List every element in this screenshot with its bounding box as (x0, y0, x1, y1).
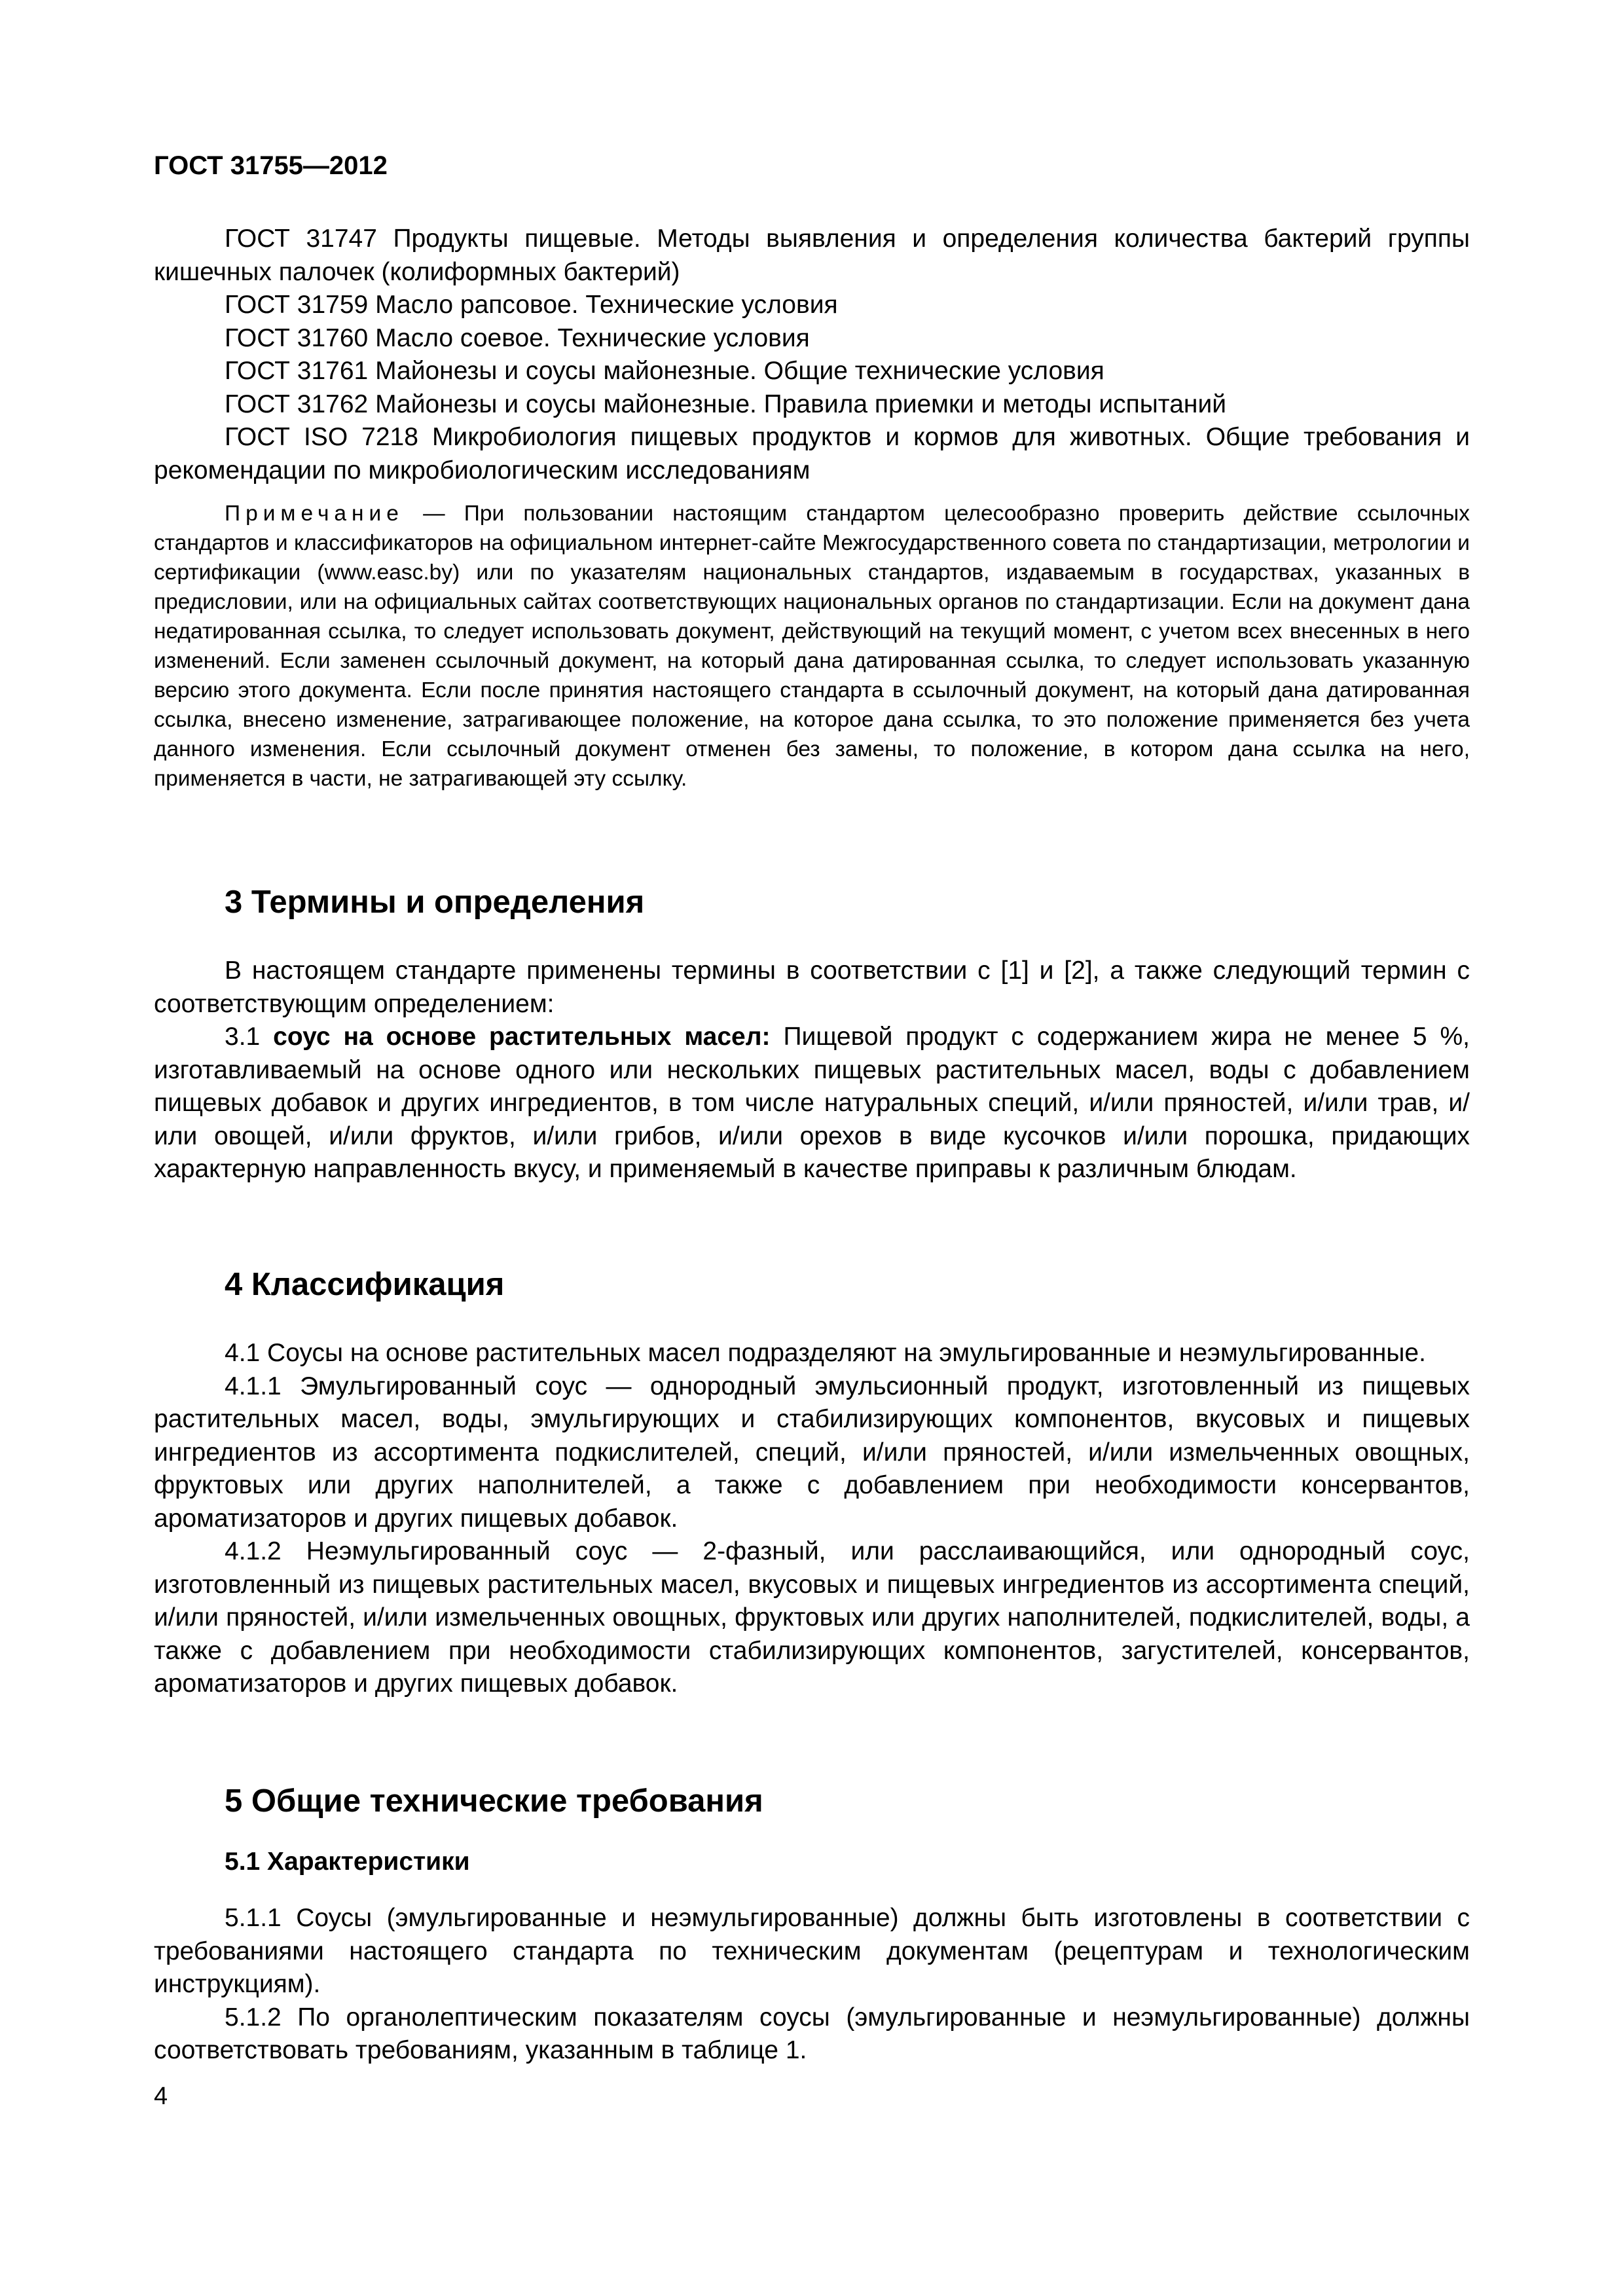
term-number: 3.1 (225, 1023, 261, 1051)
term-definition-text: Пищевой продукт с содержанием жира не менее 5 %, изготавливаемый на основе одного или нескольких пищевых растительных масел, воды с добавлением пищевых добавок и других ингредиентов, в том числе натуральных специй, и/или пряностей, и/или трав, и/или овощей, и/или фруктов, и/или грибов, и/или орехов в виде кусочков и/или порошка, придающих характерную направленность вкусу, и применяемый в качестве приправы к различным блюдам. (154, 1023, 1470, 1183)
section-3 (154, 883, 1470, 1186)
term-definition (154, 1021, 1470, 1186)
section-4-title: 4 Классификация (225, 1267, 505, 1302)
reference-item: ГОСТ 31760 Масло соевое. Технические условия (225, 323, 810, 352)
reference-item: ГОСТ 31747 Продукты пищевые. Методы выявления и определения количества бактерий группы кишечных палочек (колиформных бактерий) (154, 225, 1470, 286)
clause-5-1-2: 5.1.2 По органолептическим показателям соусы (эмульгированные и неэмульгированные) должны соответствовать требованиям, указанным в таблице 1. (154, 2003, 1470, 2064)
normative-references (154, 223, 1470, 793)
reference-item: ГОСТ 31761 Майонезы и соусы майонезные. Общие технические условия (225, 357, 1104, 385)
clause-4-1-2: 4.1.2 Неэмульгированный соус — 2-фазный, или расслаивающийся, или однородный соус, изготовленный из пищевых растительных масел, вкусовых и пищевых ингредиентов из ассортимента специй, и/или пряностей, и/или измельченных овощных, фруктовых или других наполнителей, подкислителей, воды, а также с добавлением при необходимости стабилизирующих компонентов, загустителей, консервантов, ароматизаторов и других пищевых добавок. (154, 1537, 1470, 1698)
reference-note (154, 499, 1470, 793)
clause-5-1-1: 5.1.1 Соусы (эмульгированные и неэмульгированные) должны быть изготовлены в соответствии с требованиями настоящего стандарта по техническим документам (рецептурам и технологическим инструкциям). (154, 1904, 1470, 1998)
note-text: — При пользовании настоящим стандартом целесообразно проверить действие ссылочных стандартов и классификаторов на официальном интернет-сайте Межгосударственного совета по стандартизации, метрологии и сертификации (www.easc.by) или по указателям национальных стандартов, издаваемым в государствах, указанных в предисловии, или на официальных сайтах соответствующих национальных органов по стандартизации. Если на документ дана недатированная ссылка, то следует использовать документ, действующий на текущий момент, с учетом всех внесенных в него изменений. Если заменен ссылочный документ, на который дана датированная ссылка, то следует использовать указанную версию этого документа. Если после принятия настоящего стандарта в ссылочный документ, на который дана датированная ссылка, внесено изменение, затрагивающее положение, на которое дана ссылка, то это положение применяется без учета данного изменения. Если ссылочный документ отменен без замены, то положение, в котором дана ссылка на него, применяется в части, не затрагивающей эту ссылку. (154, 501, 1470, 791)
reference-item: ГОСТ 31762 Майонезы и соусы майонезные. Правила приемки и методы испытаний (225, 390, 1227, 418)
term-name: соус на основе растительных масел: (273, 1023, 771, 1051)
document-id-header: ГОСТ 31755—2012 (154, 151, 388, 180)
section-4 (154, 1265, 1470, 1701)
section-5-title: 5 Общие технические требования (225, 1783, 763, 1819)
note-label: Примечание (225, 501, 404, 526)
page-number: 4 (154, 2083, 168, 2110)
section-3-title: 3 Термины и определения (225, 884, 645, 920)
clause-4-1: 4.1 Соусы на основе растительных масел подразделяют на эмульгированные и неэмульгированные. (225, 1339, 1426, 1367)
subsection-5-1-title: 5.1 Характеристики (225, 1848, 470, 1876)
clause-4-1-1: 4.1.1 Эмульгированный соус — однородный эмульсионный продукт, изготовленный из пищевых растительных масел, воды, эмульгирующих и стабилизирующих компонентов, вкусовых и пищевых ингредиентов из ассортимента подкислителей, специй, и/или пряностей, и/или измельченных овощных, фруктовых или других наполнителей, а также с добавлением при необходимости консервантов, ароматизаторов и других пищевых добавок. (154, 1372, 1470, 1533)
reference-item: ГОСТ ISO 7218 Микробиология пищевых продуктов и кормов для животных. Общие требования и рекомендации по микробиологическим исследованиям (154, 423, 1470, 484)
section-5 (154, 1781, 1470, 2068)
reference-item: ГОСТ 31759 Масло рапсовое. Технические условия (225, 291, 838, 319)
section-3-intro: В настоящем стандарте применены термины в соответствии с [1] и [2], а также следующий термин с соответствующим определением: (154, 957, 1470, 1018)
